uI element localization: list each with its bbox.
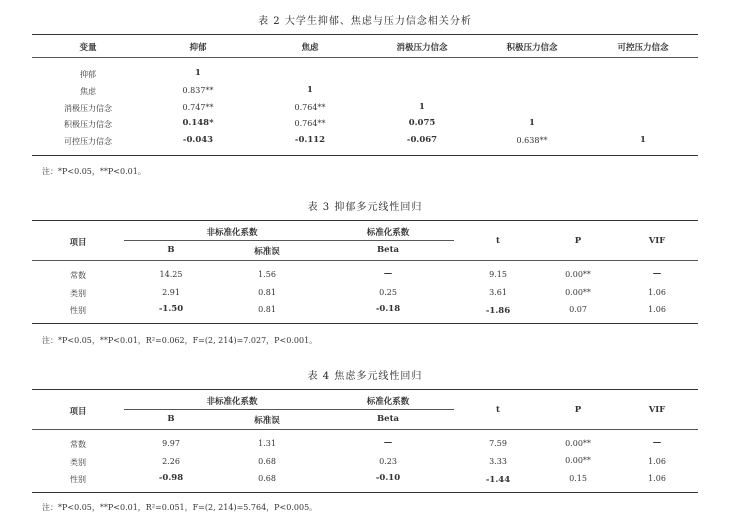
- row-label: 常数: [70, 440, 86, 449]
- value-cell: 3.33: [489, 457, 507, 466]
- table3-note: 注：*P<0.05，**P<0.01，R²=0.062，F=(2, 214)=7.027，P<0.001。: [42, 336, 318, 345]
- value-cell: —: [383, 438, 393, 448]
- value-cell: 0.075: [408, 118, 436, 128]
- header-beta: Beta: [376, 245, 400, 255]
- row-label: 积极压力信念: [64, 120, 112, 129]
- row-label: 抑郁: [80, 70, 96, 79]
- table4-header-rule: [32, 429, 698, 430]
- header-b: B: [167, 245, 175, 255]
- value-cell: -1.86: [485, 306, 511, 316]
- table2-header-cell: 积极压力信念: [506, 43, 558, 53]
- value-cell: 1: [640, 135, 646, 145]
- table2-bottom-rule: [32, 155, 698, 156]
- value-cell: —: [652, 438, 662, 448]
- value-cell: 9.97: [162, 439, 180, 448]
- value-cell: 0.25: [379, 288, 397, 297]
- value-cell: 14.25: [159, 270, 183, 279]
- table4-bottom-rule: [32, 492, 698, 493]
- value-cell: -0.18: [375, 304, 401, 314]
- value-cell: 0.837**: [182, 86, 214, 95]
- table2-header-cell: 变量: [79, 43, 97, 53]
- value-cell: 0.148*: [182, 118, 214, 128]
- header-t: t: [496, 405, 500, 415]
- table4-caption: 表 4 焦虑多元线性回归: [307, 371, 423, 382]
- value-cell: —: [383, 269, 393, 279]
- table2-caption: 表 2 大学生抑郁、焦虑与压力信念相关分析: [258, 16, 472, 27]
- value-cell: 1.31: [258, 439, 276, 448]
- table4-note: 注：*P<0.05，**P<0.01，R²=0.051，F=(2, 214)=5.764，P<0.005。: [42, 503, 318, 512]
- header-vif: VIF: [648, 236, 666, 246]
- table2-header-cell: 可控压力信念: [617, 43, 669, 53]
- value-cell: 0.81: [258, 288, 276, 297]
- row-label: 类别: [70, 289, 86, 298]
- value-cell: 1: [195, 68, 201, 78]
- value-cell: 0.68: [258, 474, 276, 483]
- value-cell: 9.15: [489, 270, 507, 279]
- value-cell: 0.00**: [565, 288, 591, 297]
- table2-header-cell: 焦虑: [301, 43, 319, 53]
- value-cell: 0.764**: [294, 103, 326, 112]
- value-cell: —: [652, 269, 662, 279]
- table3-bottom-rule: [32, 323, 698, 324]
- value-cell: 2.91: [162, 288, 180, 297]
- value-cell: -0.10: [375, 473, 401, 483]
- table4-subheader-rule: [124, 409, 454, 410]
- value-cell: 0.747**: [182, 103, 214, 112]
- value-cell: 0.68: [258, 457, 276, 466]
- value-cell: 0.07: [569, 305, 587, 314]
- value-cell: 0.15: [569, 474, 587, 483]
- header-unstandardized: 非标准化系数: [206, 397, 258, 407]
- header-unstandardized: 非标准化系数: [206, 228, 258, 238]
- row-label: 焦虑: [80, 87, 96, 96]
- table3-caption: 表 3 抑郁多元线性回归: [307, 202, 423, 213]
- header-p: P: [574, 236, 582, 246]
- value-cell: 2.26: [162, 457, 180, 466]
- value-cell: -0.112: [294, 135, 326, 145]
- header-standardized: 标准化系数: [366, 228, 410, 238]
- value-cell: 1.06: [648, 288, 666, 297]
- table2-header-cell: 消极压力信念: [396, 43, 448, 53]
- table2-header-cell: 抑郁: [189, 43, 207, 53]
- header-standardized: 标准化系数: [366, 397, 410, 407]
- header-beta: Beta: [376, 414, 400, 424]
- header-item: 项目: [69, 407, 87, 417]
- row-label: 可控压力信念: [64, 137, 112, 146]
- header-t: t: [496, 236, 500, 246]
- value-cell: 1.06: [648, 305, 666, 314]
- value-cell: -0.98: [158, 473, 184, 483]
- value-cell: 0.81: [258, 305, 276, 314]
- header-b: B: [167, 414, 175, 424]
- table3-header-rule: [32, 260, 698, 261]
- value-cell: 1.56: [258, 270, 276, 279]
- row-label: 消极压力信念: [64, 104, 112, 113]
- value-cell: 1: [419, 102, 425, 112]
- table2-note: 注：*P<0.05，**P<0.01。: [42, 167, 146, 176]
- value-cell: 1.06: [648, 474, 666, 483]
- row-label: 常数: [70, 271, 86, 280]
- value-cell: -0.043: [182, 135, 214, 145]
- value-cell: 0.00**: [565, 439, 591, 448]
- value-cell: -1.44: [485, 475, 511, 485]
- value-cell: 0.764**: [294, 119, 326, 128]
- value-cell: 0.638**: [516, 136, 548, 145]
- row-label: 性别: [70, 306, 86, 315]
- value-cell: -1.50: [158, 304, 184, 314]
- header-se: 标准误: [254, 247, 280, 257]
- table3-subheader-rule: [124, 240, 454, 241]
- header-se: 标准误: [254, 416, 280, 426]
- table2-top-rule: [32, 34, 698, 35]
- header-item: 项目: [69, 238, 87, 248]
- value-cell: 1: [529, 118, 535, 128]
- value-cell: 0.00**: [565, 270, 591, 279]
- table2-header-rule: [32, 57, 698, 58]
- row-label: 类别: [70, 458, 86, 467]
- table3-top-rule: [32, 220, 698, 221]
- value-cell: 0.00**: [565, 456, 591, 465]
- value-cell: 1: [307, 85, 313, 95]
- value-cell: 7.59: [489, 439, 507, 448]
- value-cell: 3.61: [489, 288, 507, 297]
- value-cell: 0.23: [379, 457, 397, 466]
- value-cell: -0.067: [406, 135, 438, 145]
- value-cell: 1.06: [648, 457, 666, 466]
- table4-top-rule: [32, 389, 698, 390]
- row-label: 性别: [70, 475, 86, 484]
- header-vif: VIF: [648, 405, 666, 415]
- header-p: P: [574, 405, 582, 415]
